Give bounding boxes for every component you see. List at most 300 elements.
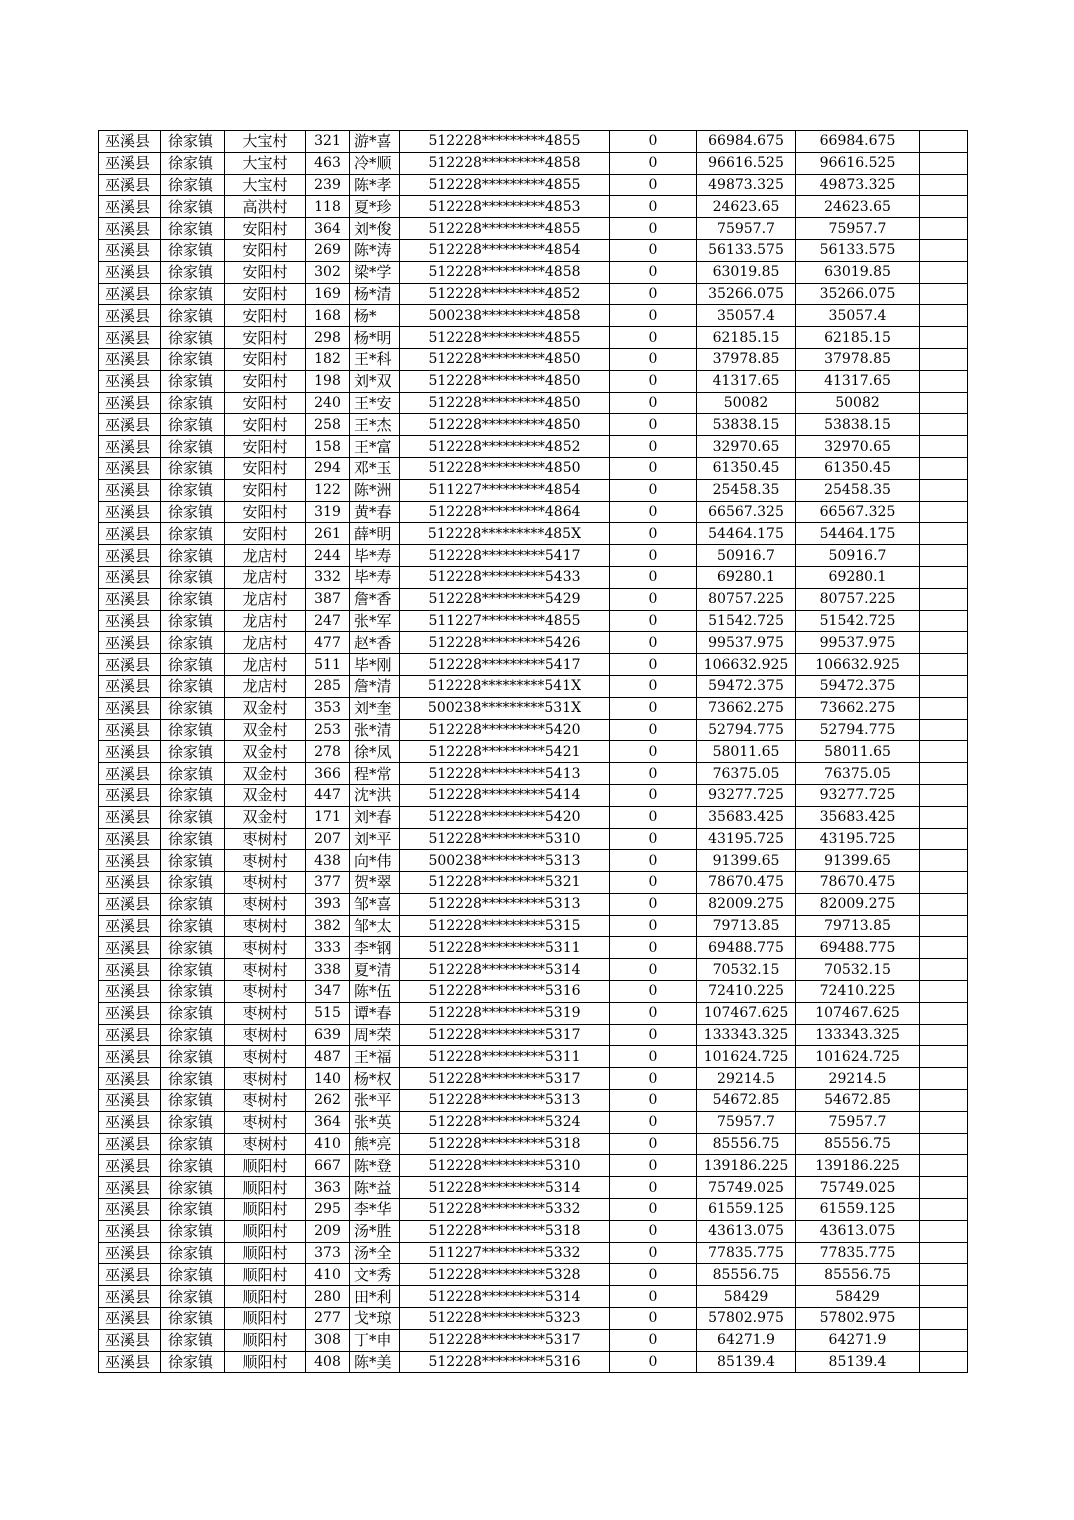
area-cell: 511 [306, 654, 350, 676]
table-row [99, 893, 968, 915]
county-cell: 巫溪县 [99, 1264, 161, 1286]
id-number-cell: 500238*********4858 [400, 305, 610, 327]
id-number-cell: 512228*********4855 [400, 174, 610, 196]
area-cell: 171 [306, 806, 350, 828]
table-row [99, 457, 968, 479]
zero-value-cell: 0 [610, 1308, 697, 1330]
area-cell: 382 [306, 915, 350, 937]
town-cell: 徐家镇 [161, 850, 225, 872]
village-cell: 安阳村 [225, 327, 306, 349]
village-cell: 安阳村 [225, 283, 306, 305]
id-number-cell: 512228*********4858 [400, 261, 610, 283]
village-cell: 枣树村 [225, 1133, 306, 1155]
area-cell: 158 [306, 436, 350, 458]
village-cell: 双金村 [225, 719, 306, 741]
town-cell: 徐家镇 [161, 588, 225, 610]
id-number-cell: 512228*********5324 [400, 1111, 610, 1133]
table-row [99, 588, 968, 610]
amount-cell: 72410.225 [697, 981, 796, 1003]
area-cell: 169 [306, 283, 350, 305]
town-cell: 徐家镇 [161, 1220, 225, 1242]
zero-value-cell: 0 [610, 414, 697, 436]
zero-value-cell: 0 [610, 479, 697, 501]
county-cell: 巫溪县 [99, 1351, 161, 1373]
table-row [99, 1220, 968, 1242]
area-cell: 393 [306, 893, 350, 915]
name-cell: 文*秀 [350, 1264, 400, 1286]
area-cell: 377 [306, 872, 350, 894]
remark-cell [920, 1199, 968, 1221]
total-cell: 91399.65 [796, 850, 920, 872]
amount-cell: 107467.625 [697, 1002, 796, 1024]
amount-cell: 64271.9 [697, 1329, 796, 1351]
id-number-cell: 512228*********4852 [400, 436, 610, 458]
remark-cell [920, 545, 968, 567]
county-cell: 巫溪县 [99, 152, 161, 174]
table-row [99, 392, 968, 414]
id-number-cell: 512228*********4855 [400, 131, 610, 153]
town-cell: 徐家镇 [161, 610, 225, 632]
area-cell: 278 [306, 741, 350, 763]
remark-cell [920, 131, 968, 153]
remark-cell [920, 1068, 968, 1090]
county-cell: 巫溪县 [99, 566, 161, 588]
id-number-cell: 500238*********531X [400, 697, 610, 719]
table-row [99, 1264, 968, 1286]
table-row [99, 981, 968, 1003]
id-number-cell: 512228*********4850 [400, 370, 610, 392]
county-cell: 巫溪县 [99, 697, 161, 719]
name-cell: 赵*香 [350, 632, 400, 654]
name-cell: 汤*全 [350, 1242, 400, 1264]
zero-value-cell: 0 [610, 566, 697, 588]
county-cell: 巫溪县 [99, 1068, 161, 1090]
county-cell: 巫溪县 [99, 1242, 161, 1264]
town-cell: 徐家镇 [161, 1264, 225, 1286]
village-cell: 双金村 [225, 763, 306, 785]
table-row [99, 828, 968, 850]
id-number-cell: 512228*********541X [400, 675, 610, 697]
table-row [99, 1111, 968, 1133]
name-cell: 戈*琼 [350, 1308, 400, 1330]
table-row [99, 850, 968, 872]
remark-cell [920, 850, 968, 872]
area-cell: 408 [306, 1351, 350, 1373]
table-row [99, 675, 968, 697]
zero-value-cell: 0 [610, 828, 697, 850]
name-cell: 邓*玉 [350, 457, 400, 479]
zero-value-cell: 0 [610, 348, 697, 370]
total-cell: 93277.725 [796, 784, 920, 806]
area-cell: 168 [306, 305, 350, 327]
town-cell: 徐家镇 [161, 239, 225, 261]
amount-cell: 77835.775 [697, 1242, 796, 1264]
id-number-cell: 512228*********5426 [400, 632, 610, 654]
amount-cell: 80757.225 [697, 588, 796, 610]
remark-cell [920, 196, 968, 218]
county-cell: 巫溪县 [99, 1155, 161, 1177]
id-number-cell: 512228*********5328 [400, 1264, 610, 1286]
table-row [99, 937, 968, 959]
village-cell: 顺阳村 [225, 1286, 306, 1308]
amount-cell: 85556.75 [697, 1133, 796, 1155]
area-cell: 207 [306, 828, 350, 850]
amount-cell: 78670.475 [697, 872, 796, 894]
table-row [99, 1155, 968, 1177]
county-cell: 巫溪县 [99, 784, 161, 806]
town-cell: 徐家镇 [161, 981, 225, 1003]
total-cell: 107467.625 [796, 1002, 920, 1024]
county-cell: 巫溪县 [99, 915, 161, 937]
remark-cell [920, 327, 968, 349]
county-cell: 巫溪县 [99, 850, 161, 872]
name-cell: 刘*俊 [350, 218, 400, 240]
remark-cell [920, 872, 968, 894]
id-number-cell: 512228*********5317 [400, 1329, 610, 1351]
zero-value-cell: 0 [610, 196, 697, 218]
village-cell: 顺阳村 [225, 1177, 306, 1199]
id-number-cell: 511227*********4854 [400, 479, 610, 501]
remark-cell [920, 479, 968, 501]
village-cell: 双金村 [225, 741, 306, 763]
amount-cell: 99537.975 [697, 632, 796, 654]
table-row [99, 501, 968, 523]
zero-value-cell: 0 [610, 239, 697, 261]
table-row [99, 719, 968, 741]
name-cell: 刘*春 [350, 806, 400, 828]
total-cell: 78670.475 [796, 872, 920, 894]
county-cell: 巫溪县 [99, 370, 161, 392]
remark-cell [920, 1351, 968, 1373]
town-cell: 徐家镇 [161, 370, 225, 392]
zero-value-cell: 0 [610, 545, 697, 567]
id-number-cell: 512228*********4858 [400, 152, 610, 174]
county-cell: 巫溪县 [99, 959, 161, 981]
remark-cell [920, 239, 968, 261]
village-cell: 龙店村 [225, 566, 306, 588]
id-number-cell: 512228*********5311 [400, 937, 610, 959]
name-cell: 薛*明 [350, 523, 400, 545]
table-row [99, 806, 968, 828]
area-cell: 515 [306, 1002, 350, 1024]
village-cell: 安阳村 [225, 436, 306, 458]
village-cell: 安阳村 [225, 305, 306, 327]
zero-value-cell: 0 [610, 218, 697, 240]
village-cell: 枣树村 [225, 872, 306, 894]
remark-cell [920, 218, 968, 240]
area-cell: 118 [306, 196, 350, 218]
zero-value-cell: 0 [610, 850, 697, 872]
amount-cell: 70532.15 [697, 959, 796, 981]
name-cell: 邹*喜 [350, 893, 400, 915]
total-cell: 66984.675 [796, 131, 920, 153]
id-number-cell: 512228*********4852 [400, 283, 610, 305]
amount-cell: 106632.925 [697, 654, 796, 676]
area-cell: 373 [306, 1242, 350, 1264]
town-cell: 徐家镇 [161, 763, 225, 785]
name-cell: 毕*寿 [350, 566, 400, 588]
village-cell: 大宝村 [225, 131, 306, 153]
remark-cell [920, 1111, 968, 1133]
total-cell: 32970.65 [796, 436, 920, 458]
total-cell: 43613.075 [796, 1220, 920, 1242]
area-cell: 639 [306, 1024, 350, 1046]
town-cell: 徐家镇 [161, 719, 225, 741]
amount-cell: 69488.775 [697, 937, 796, 959]
table-row [99, 1024, 968, 1046]
zero-value-cell: 0 [610, 1046, 697, 1068]
table-row [99, 1046, 968, 1068]
table-row [99, 610, 968, 632]
amount-cell: 62185.15 [697, 327, 796, 349]
remark-cell [920, 1220, 968, 1242]
amount-cell: 56133.575 [697, 239, 796, 261]
remark-cell [920, 501, 968, 523]
zero-value-cell: 0 [610, 1090, 697, 1112]
remark-cell [920, 566, 968, 588]
area-cell: 240 [306, 392, 350, 414]
zero-value-cell: 0 [610, 610, 697, 632]
name-cell: 陈*益 [350, 1177, 400, 1199]
town-cell: 徐家镇 [161, 523, 225, 545]
name-cell: 陈*伍 [350, 981, 400, 1003]
village-cell: 安阳村 [225, 239, 306, 261]
county-cell: 巫溪县 [99, 348, 161, 370]
county-cell: 巫溪县 [99, 763, 161, 785]
amount-cell: 61559.125 [697, 1199, 796, 1221]
id-number-cell: 512228*********5332 [400, 1199, 610, 1221]
total-cell: 56133.575 [796, 239, 920, 261]
county-cell: 巫溪县 [99, 828, 161, 850]
zero-value-cell: 0 [610, 1242, 697, 1264]
zero-value-cell: 0 [610, 981, 697, 1003]
county-cell: 巫溪县 [99, 457, 161, 479]
name-cell: 谭*春 [350, 1002, 400, 1024]
town-cell: 徐家镇 [161, 218, 225, 240]
town-cell: 徐家镇 [161, 872, 225, 894]
zero-value-cell: 0 [610, 370, 697, 392]
remark-cell [920, 981, 968, 1003]
village-cell: 龙店村 [225, 545, 306, 567]
town-cell: 徐家镇 [161, 1329, 225, 1351]
zero-value-cell: 0 [610, 893, 697, 915]
remark-cell [920, 1046, 968, 1068]
id-number-cell: 512228*********5414 [400, 784, 610, 806]
total-cell: 82009.275 [796, 893, 920, 915]
table-row [99, 131, 968, 153]
total-cell: 50082 [796, 392, 920, 414]
area-cell: 209 [306, 1220, 350, 1242]
county-cell: 巫溪县 [99, 1024, 161, 1046]
table-row [99, 632, 968, 654]
zero-value-cell: 0 [610, 1329, 697, 1351]
area-cell: 262 [306, 1090, 350, 1112]
remark-cell [920, 305, 968, 327]
area-cell: 308 [306, 1329, 350, 1351]
amount-cell: 59472.375 [697, 675, 796, 697]
total-cell: 58011.65 [796, 741, 920, 763]
amount-cell: 37978.85 [697, 348, 796, 370]
zero-value-cell: 0 [610, 327, 697, 349]
county-cell: 巫溪县 [99, 479, 161, 501]
id-number-cell: 500238*********5313 [400, 850, 610, 872]
zero-value-cell: 0 [610, 392, 697, 414]
area-cell: 353 [306, 697, 350, 719]
remark-cell [920, 370, 968, 392]
table-row [99, 436, 968, 458]
id-number-cell: 512228*********4853 [400, 196, 610, 218]
id-number-cell: 512228*********5413 [400, 763, 610, 785]
total-cell: 77835.775 [796, 1242, 920, 1264]
total-cell: 53838.15 [796, 414, 920, 436]
village-cell: 顺阳村 [225, 1242, 306, 1264]
town-cell: 徐家镇 [161, 457, 225, 479]
table-row [99, 741, 968, 763]
town-cell: 徐家镇 [161, 1286, 225, 1308]
remark-cell [920, 414, 968, 436]
total-cell: 69488.775 [796, 937, 920, 959]
village-cell: 安阳村 [225, 414, 306, 436]
village-cell: 枣树村 [225, 959, 306, 981]
total-cell: 41317.65 [796, 370, 920, 392]
zero-value-cell: 0 [610, 719, 697, 741]
name-cell: 熊*亮 [350, 1133, 400, 1155]
id-number-cell: 512228*********4855 [400, 327, 610, 349]
id-number-cell: 512228*********5314 [400, 1286, 610, 1308]
total-cell: 69280.1 [796, 566, 920, 588]
county-cell: 巫溪县 [99, 741, 161, 763]
amount-cell: 49873.325 [697, 174, 796, 196]
town-cell: 徐家镇 [161, 1046, 225, 1068]
id-number-cell: 512228*********5315 [400, 915, 610, 937]
total-cell: 57802.975 [796, 1308, 920, 1330]
name-cell: 邹*太 [350, 915, 400, 937]
remark-cell [920, 697, 968, 719]
area-cell: 122 [306, 479, 350, 501]
village-cell: 龙店村 [225, 588, 306, 610]
area-cell: 294 [306, 457, 350, 479]
town-cell: 徐家镇 [161, 1090, 225, 1112]
county-cell: 巫溪县 [99, 675, 161, 697]
remark-cell [920, 1286, 968, 1308]
name-cell: 贺*翠 [350, 872, 400, 894]
remark-cell [920, 436, 968, 458]
village-cell: 安阳村 [225, 457, 306, 479]
amount-cell: 24623.65 [697, 196, 796, 218]
town-cell: 徐家镇 [161, 436, 225, 458]
table-row [99, 1199, 968, 1221]
total-cell: 59472.375 [796, 675, 920, 697]
name-cell: 王*科 [350, 348, 400, 370]
table-row [99, 1351, 968, 1373]
village-cell: 枣树村 [225, 937, 306, 959]
id-number-cell: 512228*********5314 [400, 1177, 610, 1199]
remark-cell [920, 1133, 968, 1155]
village-cell: 顺阳村 [225, 1155, 306, 1177]
remark-cell [920, 588, 968, 610]
zero-value-cell: 0 [610, 1002, 697, 1024]
zero-value-cell: 0 [610, 152, 697, 174]
amount-cell: 50916.7 [697, 545, 796, 567]
name-cell: 詹*香 [350, 588, 400, 610]
area-cell: 363 [306, 1177, 350, 1199]
id-number-cell: 512228*********5429 [400, 588, 610, 610]
total-cell: 35057.4 [796, 305, 920, 327]
village-cell: 顺阳村 [225, 1264, 306, 1286]
total-cell: 61350.45 [796, 457, 920, 479]
total-cell: 54464.175 [796, 523, 920, 545]
amount-cell: 133343.325 [697, 1024, 796, 1046]
zero-value-cell: 0 [610, 1068, 697, 1090]
remark-cell [920, 392, 968, 414]
amount-cell: 51542.725 [697, 610, 796, 632]
town-cell: 徐家镇 [161, 305, 225, 327]
area-cell: 333 [306, 937, 350, 959]
total-cell: 64271.9 [796, 1329, 920, 1351]
total-cell: 51542.725 [796, 610, 920, 632]
remark-cell [920, 741, 968, 763]
table-row [99, 239, 968, 261]
table-body [99, 131, 968, 1373]
name-cell: 张*军 [350, 610, 400, 632]
id-number-cell: 512228*********485X [400, 523, 610, 545]
town-cell: 徐家镇 [161, 1242, 225, 1264]
village-cell: 枣树村 [225, 981, 306, 1003]
town-cell: 徐家镇 [161, 632, 225, 654]
remark-cell [920, 1329, 968, 1351]
county-cell: 巫溪县 [99, 501, 161, 523]
id-number-cell: 512228*********5313 [400, 893, 610, 915]
zero-value-cell: 0 [610, 763, 697, 785]
name-cell: 王*杰 [350, 414, 400, 436]
remark-cell [920, 261, 968, 283]
total-cell: 96616.525 [796, 152, 920, 174]
table-row [99, 784, 968, 806]
town-cell: 徐家镇 [161, 261, 225, 283]
amount-cell: 91399.65 [697, 850, 796, 872]
id-number-cell: 512228*********5316 [400, 981, 610, 1003]
town-cell: 徐家镇 [161, 566, 225, 588]
remark-cell [920, 719, 968, 741]
area-cell: 280 [306, 1286, 350, 1308]
id-number-cell: 511227*********4855 [400, 610, 610, 632]
zero-value-cell: 0 [610, 457, 697, 479]
name-cell: 冷*顺 [350, 152, 400, 174]
amount-cell: 25458.35 [697, 479, 796, 501]
town-cell: 徐家镇 [161, 1133, 225, 1155]
total-cell: 85556.75 [796, 1133, 920, 1155]
county-cell: 巫溪县 [99, 545, 161, 567]
county-cell: 巫溪县 [99, 131, 161, 153]
table-row [99, 283, 968, 305]
total-cell: 35683.425 [796, 806, 920, 828]
zero-value-cell: 0 [610, 261, 697, 283]
village-cell: 大宝村 [225, 174, 306, 196]
village-cell: 龙店村 [225, 610, 306, 632]
village-cell: 龙店村 [225, 632, 306, 654]
table-row [99, 414, 968, 436]
area-cell: 140 [306, 1068, 350, 1090]
remark-cell [920, 763, 968, 785]
town-cell: 徐家镇 [161, 654, 225, 676]
name-cell: 田*利 [350, 1286, 400, 1308]
county-cell: 巫溪县 [99, 392, 161, 414]
area-cell: 253 [306, 719, 350, 741]
id-number-cell: 512228*********5317 [400, 1024, 610, 1046]
area-cell: 410 [306, 1264, 350, 1286]
village-cell: 枣树村 [225, 850, 306, 872]
remark-cell [920, 915, 968, 937]
